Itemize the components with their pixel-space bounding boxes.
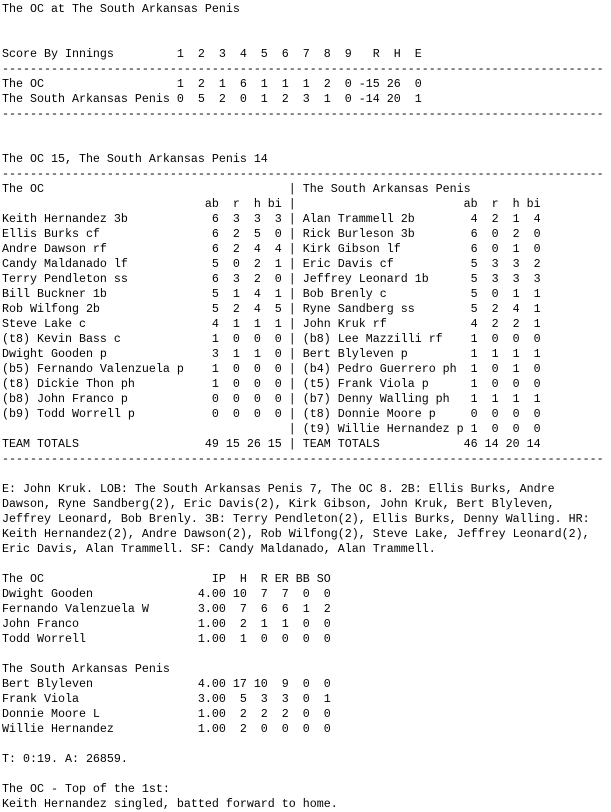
pitching-team-header: The OC IP H R ER BB SO	[2, 572, 331, 586]
batting-row: (t8) Dickie Thon ph 1 0 0 0 | (t5) Frank Viola p 1 0 0 0	[2, 377, 541, 391]
notes-line: E: John Kruk. LOB: The South Arkansas Penis 7, The OC 8. 2B: Ellis Burks, Andre	[2, 482, 555, 496]
spacer	[2, 467, 611, 482]
pitching-row: Bert Blyleven 4.00 17 10 9 0 0	[2, 677, 331, 691]
batting-totals-row: TEAM TOTALS 49 15 26 15 | TEAM TOTALS 46 14 20 14	[2, 437, 541, 451]
pitching-row: Todd Worrell 1.00 1 0 0 0 0	[2, 632, 331, 646]
linescore-section	[2, 47, 611, 122]
batting-row: Rob Wilfong 2b 5 2 4 5 | Ryne Sandberg ss 5 2 4 1	[2, 302, 541, 316]
batting-row: Candy Maldanado lf 5 0 2 1 | Eric Davis cf 5 3 3 2	[2, 257, 541, 271]
pitching-row: Donnie Moore L 1.00 2 2 2 0 0	[2, 707, 331, 721]
pitching-team-header: The South Arkansas Penis	[2, 662, 170, 676]
batting-row: Dwight Gooden p 3 1 1 0 | Bert Blyleven p 1 1 1 1	[2, 347, 541, 361]
game-notes	[2, 482, 611, 557]
pitching-row: Dwight Gooden 4.00 10 7 7 0 0	[2, 587, 331, 601]
pitching-row: John Franco 1.00 2 1 1 0 0	[2, 617, 331, 631]
batting-row: (b8) John Franco p 0 0 0 0 | (b7) Denny Walling ph 1 1 1 1	[2, 392, 541, 406]
spacer	[2, 122, 611, 152]
pitching-section	[2, 572, 611, 737]
linescore-row: The South Arkansas Penis 0 5 2 0 1 2 3 1 0 -14 20 1	[2, 92, 422, 106]
batting-row: (b5) Fernando Valenzuela p 1 0 0 0 | (b4) Pedro Guerrero ph 1 0 1 0	[2, 362, 541, 376]
play-by-play-heading: The OC - Top of the 1st:	[2, 782, 170, 796]
spacer	[2, 767, 611, 782]
batting-team-names: The OC | The South Arkansas Penis	[2, 182, 471, 196]
batting-row: Steve Lake c 4 1 1 1 | John Kruk rf 4 2 2 1	[2, 317, 541, 331]
divider: --------------------------------------------------------------------------------------	[2, 107, 604, 121]
matchup-title: The OC at The South Arkansas Penis	[2, 2, 240, 16]
play-by-play-line: Keith Hernandez singled, batted forward to home.	[2, 797, 338, 811]
batting-row: Terry Pendleton ss 6 3 2 0 | Jeffrey Leonard 1b 5 3 3 3	[2, 272, 541, 286]
notes-line: Eric Davis, Alan Trammell. SF: Candy Maldanado, Alan Trammell.	[2, 542, 436, 556]
batting-columns-header: ab r h bi | ab r h bi	[2, 197, 541, 211]
batting-row: | (t9) Willie Hernandez p 1 0 0 0	[2, 422, 541, 436]
batting-row: (t8) Kevin Bass c 1 0 0 0 | (b8) Lee Mazzilli rf 1 0 0 0	[2, 332, 541, 346]
linescore-row: The OC 1 2 1 6 1 1 1 2 0 -15 26 0	[2, 77, 422, 91]
batting-row: Bill Buckner 1b 5 1 4 1 | Bob Brenly c 5 0 1 1	[2, 287, 541, 301]
notes-line: Jeffrey Leonard, Bob Brenly. 3B: Terry Pendleton(2), Ellis Burks, Denny Walling. HR:	[2, 512, 590, 526]
pitching-row: Willie Hernandez 1.00 2 0 0 0 0	[2, 722, 331, 736]
batting-section	[2, 167, 611, 467]
batting-row: Keith Hernandez 3b 6 3 3 3 | Alan Trammell 2b 4 2 1 4	[2, 212, 541, 226]
pitching-row: Frank Viola 3.00 5 3 3 0 1	[2, 692, 331, 706]
spacer	[2, 557, 611, 572]
spacer	[2, 17, 611, 47]
divider: --------------------------------------------------------------------------------------	[2, 62, 604, 76]
batting-row: Andre Dawson rf 6 2 4 4 | Kirk Gibson lf 6 0 1 0	[2, 242, 541, 256]
spacer-line	[2, 647, 611, 662]
notes-line: Dawson, Ryne Sandberg(2), Eric Davis(2), Kirk Gibson, John Kruk, Bert Blyleven,	[2, 497, 555, 511]
spacer	[2, 737, 611, 752]
notes-line: Keith Hernandez(2), Andre Dawson(2), Rob Wilfong(2), Steve Lake, Jeffrey Leonard(2),	[2, 527, 590, 541]
linescore-header: Score By Innings 1 2 3 4 5 6 7 8 9 R H E	[2, 47, 422, 61]
batting-row: Ellis Burks cf 6 2 5 0 | Rick Burleson 3b 6 0 2 0	[2, 227, 541, 241]
pitching-row: Fernando Valenzuela W 3.00 7 6 6 1 2	[2, 602, 331, 616]
batting-row: (b9) Todd Worrell p 0 0 0 0 | (t8) Donnie Moore p 0 0 0 0	[2, 407, 541, 421]
final-score-title: The OC 15, The South Arkansas Penis 14	[2, 152, 268, 166]
divider: --------------------------------------------------------------------------------------	[2, 452, 604, 466]
time-attendance: T: 0:19. A: 26859.	[2, 752, 128, 766]
divider: --------------------------------------------------------------------------------------	[2, 167, 604, 181]
